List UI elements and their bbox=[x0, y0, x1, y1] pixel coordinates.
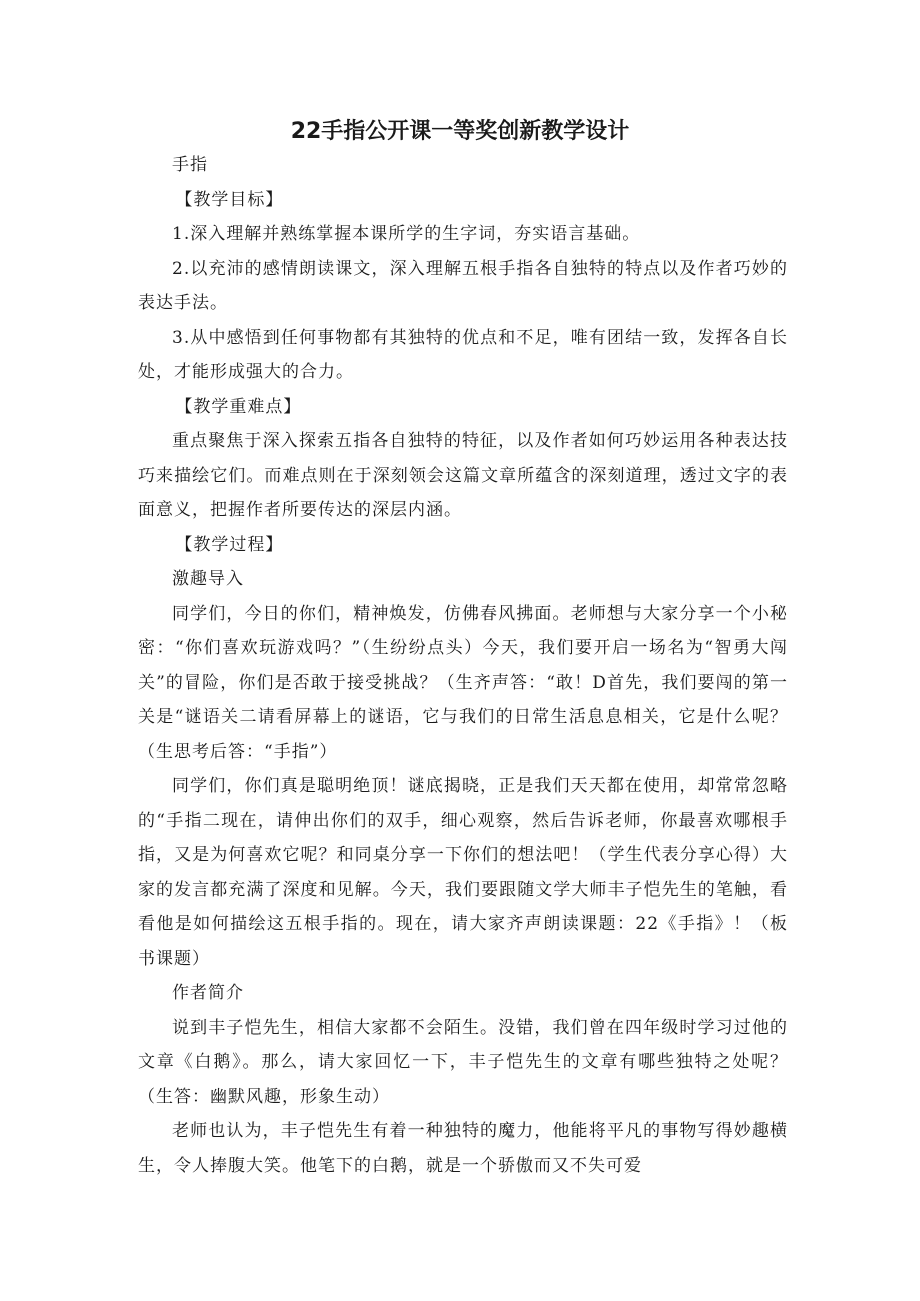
paragraph-author-2: 老师也认为，丰子恺先生有着一种独特的魔力，他能将平凡的事物写得妙趣横生，令人捧腹大笑。他笔下的白鹅，就是一个骄傲而又不失可爱 bbox=[138, 1121, 788, 1176]
paragraph-intro-1: 同学们，今日的你们，精神焕发，仿佛春风拂面。老师想与大家分享一个小秘密：“你们喜欢玩游戏吗？”（生纷纷点头）今天，我们要开启一场名为“智勇大闯关”的冒险，你们是否敢于接受挑战？（生齐声答：“敢！D首先，我们要闯的第一关是“谜语关二请看屏幕上的谜语，它与我们的日常生活息息相关，它是什么呢？（生思考后答：“手指”） bbox=[138, 603, 788, 762]
paragraph-intro-2: 同学们，你们真是聪明绝顶！谜底揭晓，正是我们天天都在使用，却常常忽略的“手指二现在，请伸出你们的双手，细心观察，然后告诉老师，你最喜欢哪根手指，又是为何喜欢它呢？和同桌分享一下你们的想法吧！（学生代表分享心得）大家的发言都充满了深度和见解。今天，我们要跟随文学大师丰子恺先生的笔触，看看他是如何描绘这五根手指的。现在，请大家齐声朗读课题：22《手指》！（板书课题） bbox=[138, 776, 788, 969]
paragraph-author-1: 说到丰子恺先生，相信大家都不会陌生。没错，我们曾在四年级时学习过他的文章《白鹅》。那么，请大家回忆一下，丰子恺先生的文章有哪些独特之处呢？（生答：幽默风趣，形象生动） bbox=[138, 1017, 788, 1107]
paragraph-lesson-name: 手指 bbox=[172, 155, 208, 175]
paragraph-key-points: 重点聚焦于深入探索五指各自独特的特征，以及作者如何巧妙运用各种表达技巧来描绘它们。而难点则在于深刻领会这篇文章所蕴含的深刻道理，透过文字的表面意义，把握作者所要传达的深层内涵。 bbox=[138, 431, 788, 520]
paragraph-section-author: 作者简介 bbox=[172, 983, 244, 1003]
paragraph-heading-process: 【教学过程】 bbox=[175, 534, 284, 555]
paragraph-heading-key-points: 【教学重难点】 bbox=[175, 396, 302, 417]
document-title: 22手指公开课一等奖创新教学设计 bbox=[290, 119, 630, 144]
paragraph-objective-2: 2.以充沛的感情朗读课文，深入理解五根手指各自独特的特点以及作者巧妙的表达手法。 bbox=[138, 258, 788, 313]
paragraph-objective-1: 1.深入理解并熟练掌握本课所学的生字词，夯实语言基础。 bbox=[172, 224, 641, 244]
paragraph-heading-objectives: 【教学目标】 bbox=[175, 189, 284, 210]
paragraph-objective-3: 3.从中感悟到任何事物都有其独特的优点和不足，唯有团结一致，发挥各自长处，才能形成强大的合力。 bbox=[138, 327, 788, 382]
document-body bbox=[138, 148, 788, 1183]
paragraph-section-intro: 激趣导入 bbox=[172, 569, 244, 589]
